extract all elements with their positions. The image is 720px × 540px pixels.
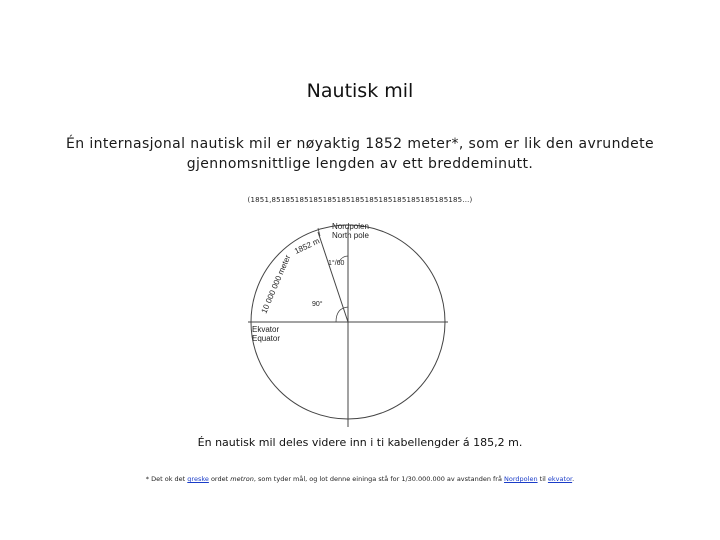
- radius-line: [318, 232, 348, 322]
- footnote-mid3: til: [539, 475, 546, 483]
- link-ekvator[interactable]: ekvator: [547, 475, 573, 483]
- footnote-mid2: , som tyder mål, og lot denne eininga stå for 1/30.000.000 av avstanden frå: [253, 475, 502, 483]
- caption-text: Én nautisk mil deles videre inn i ti kabellengder á 185,2 m.: [197, 436, 523, 449]
- right-angle-arc: [336, 307, 348, 322]
- length-1852-label: 1852 m: [293, 236, 322, 256]
- small-angle-label: 1°/60: [328, 260, 345, 267]
- link-nordpolen[interactable]: Nordpolen: [504, 475, 538, 483]
- north-pole-label-no: Nordpolen: [332, 222, 369, 231]
- intro-text: Én internasjonal nautisk mil er nøyaktig 1852 meter*, som er lik den avrundete gjennomsnittlige lengden av ett breddeminutt.: [65, 136, 655, 172]
- footnote-prefix: * Det ok det: [145, 475, 186, 483]
- footnote: [0, 475, 720, 483]
- footnote-mid1: ordet: [210, 475, 229, 483]
- slide-title: Nautisk mil: [306, 80, 414, 102]
- equator-label-no: Ekvator: [252, 325, 280, 334]
- link-gresk[interactable]: greske: [187, 475, 209, 483]
- footnote-suffix: .: [572, 475, 575, 483]
- repeating-decimal-note: (1851,85185185185185185185185185185185185185185…): [247, 196, 473, 204]
- north-pole-label-en: North pole: [332, 231, 369, 240]
- right-angle-label: 90°: [312, 301, 323, 308]
- equator-label-en: Equator: [252, 334, 281, 343]
- nautical-mile-diagram: [236, 222, 466, 432]
- arc-meter-label: 10 000 000 meter: [259, 253, 293, 315]
- footnote-metron: metron: [230, 475, 254, 483]
